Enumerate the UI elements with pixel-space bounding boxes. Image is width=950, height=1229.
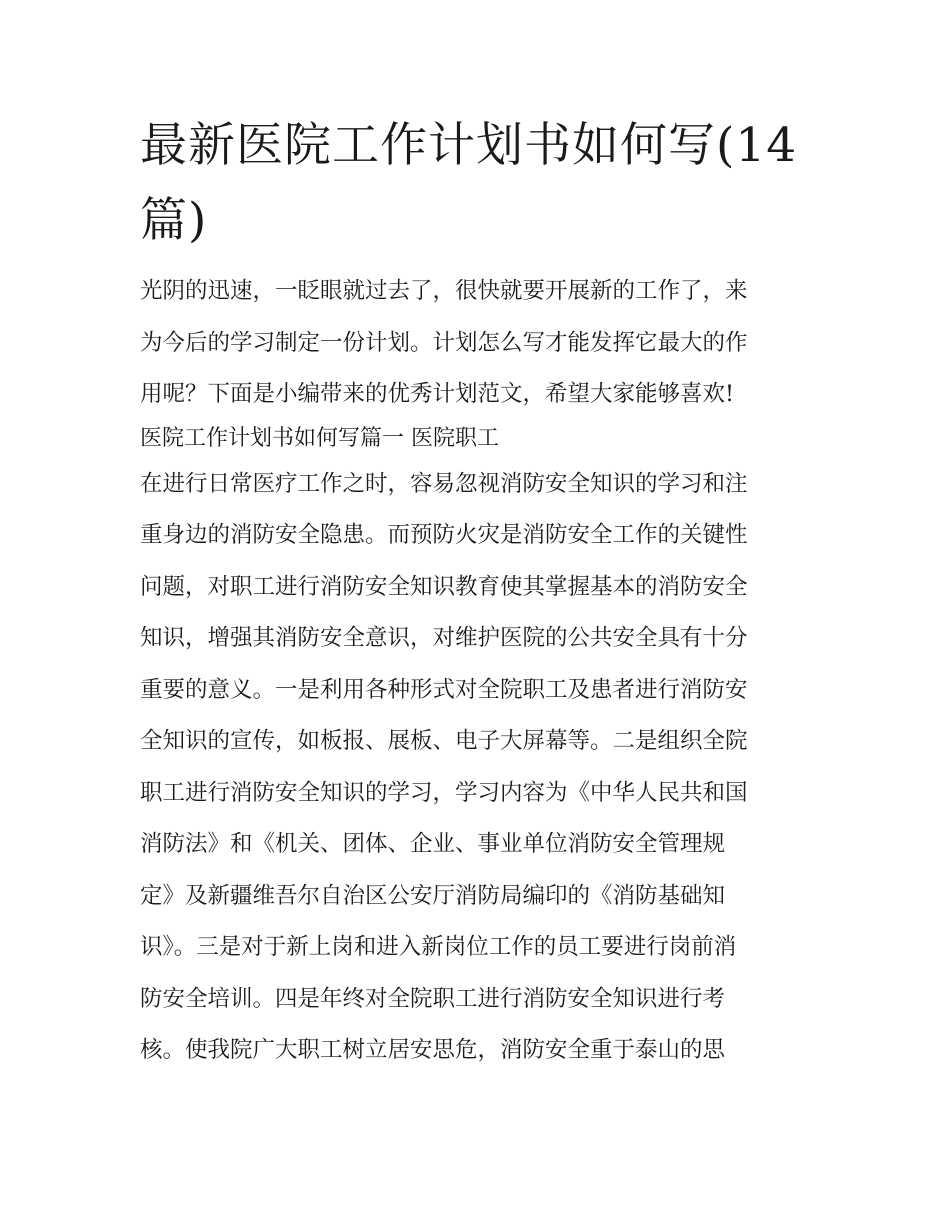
body-line: 定》及新疆维吾尔自治区公安厅消防局编印的《消防基础知	[140, 882, 726, 909]
body-paragraph	[140, 459, 812, 1077]
intro-line: 光阴的迅速，一眨眼就过去了，很快就要开展新的工作了，来	[140, 278, 748, 304]
document-page	[140, 108, 812, 1077]
body-line: 重身边的消防安全隐患。而预防火灾是消防安全工作的关键性	[140, 522, 748, 548]
body-line: 核。使我院广大职工树立居安思危，消防安全重于泰山的思	[140, 1037, 726, 1063]
body-line: 重要的意义。一是利用各种形式对全院职工及患者进行消防安	[140, 676, 748, 703]
section-heading: 医院工作计划书如何写篇一 医院职工	[140, 425, 499, 451]
body-line: 职工进行消防安全知识的学习，学习内容为《中华人民共和国	[140, 779, 748, 806]
body-line: 知识，增强其消防安全意识，对维护医院的公共安全具有十分	[140, 625, 748, 651]
intro-paragraph	[140, 266, 812, 421]
document-title	[140, 108, 812, 258]
body-line: 防安全培训。四是年终对全院职工进行消防安全知识进行考	[140, 985, 726, 1012]
title-line-2: 篇)	[140, 193, 208, 248]
body-line: 消防法》和《机关、团体、企业、事业单位消防安全管理规	[140, 831, 726, 857]
body-line: 问题，对职工进行消防安全知识教育使其掌握基本的消防安全	[140, 573, 748, 600]
intro-line: 为今后的学习制定一份计划。计划怎么写才能发挥它最大的作	[140, 329, 748, 356]
body-line: 全知识的宣传，如板报、展板、电子大屏幕等。二是组织全院	[140, 728, 748, 754]
title-line-1: 最新医院工作计划书如何写(14	[140, 118, 798, 173]
body-line: 识》。三是对于新上岗和进入新岗位工作的员工要进行岗前消	[140, 934, 737, 960]
intro-line: 用呢？下面是小编带来的优秀计划范文，希望大家能够喜欢!	[140, 381, 735, 407]
body-line: 在进行日常医疗工作之时，容易忽视消防安全知识的学习和注	[140, 470, 748, 497]
